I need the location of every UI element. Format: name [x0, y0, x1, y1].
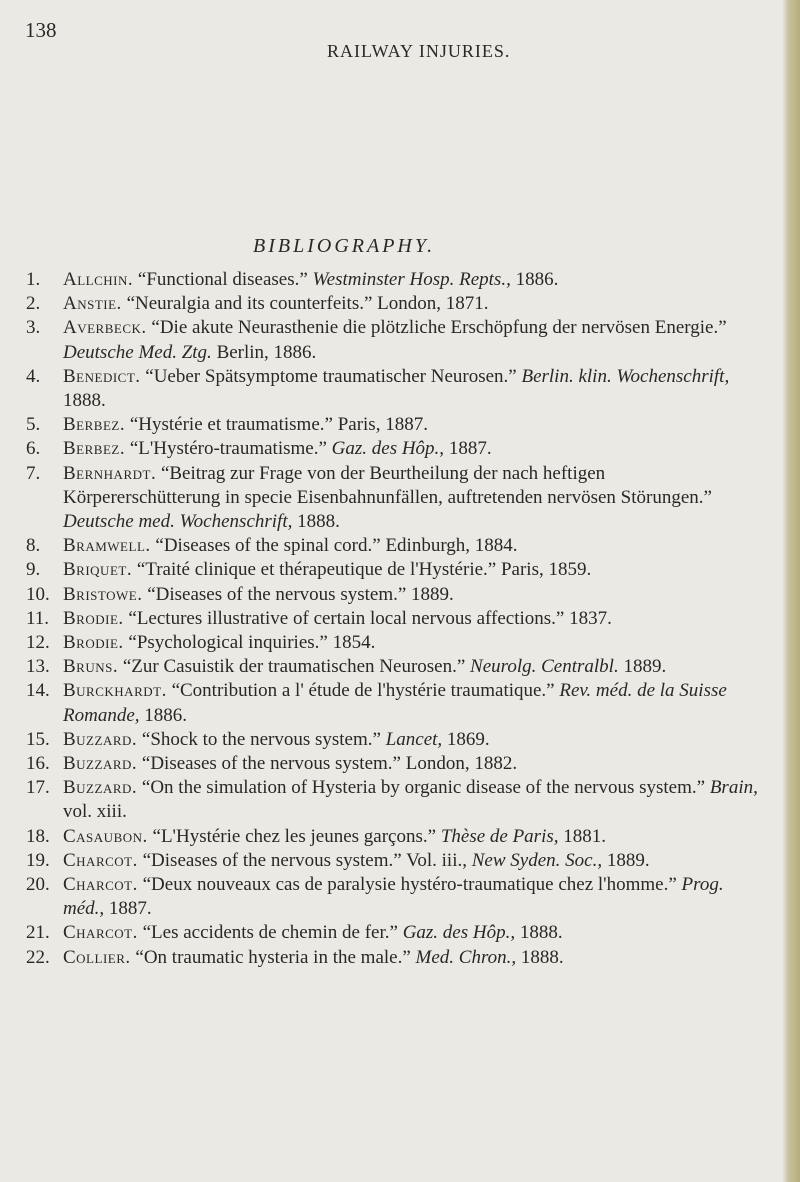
bibliography-entry	[26, 365, 766, 413]
entry-title: “Les accidents de chemin de fer.”	[142, 922, 398, 944]
section-title: BIBLIOGRAPHY.	[253, 235, 436, 257]
entry-author: Bramwell.	[63, 535, 151, 557]
bibliography-entry	[26, 268, 766, 292]
entry-title: “Diseases of the spinal cord.”	[155, 535, 381, 557]
entry-number: 19.	[26, 849, 50, 871]
bibliography-entry	[26, 583, 766, 607]
entry-author: Charcot.	[63, 922, 138, 944]
entry-title: “Hystérie et traumatisme.”	[129, 414, 333, 436]
bibliography-entry	[26, 462, 766, 535]
entry-title: “Diseases of the nervous system.”	[141, 753, 401, 775]
bibliography-entry	[26, 728, 766, 752]
entry-title: “Shock to the nervous system.”	[141, 728, 381, 750]
entry-details: 1837.	[569, 607, 612, 629]
entry-title: “On traumatic hysteria in the male.”	[135, 946, 411, 968]
entry-title: “Psychological inquiries.”	[128, 632, 328, 654]
entry-details: Berlin, 1886.	[216, 341, 317, 363]
entry-title: “On the simulation of Hysteria by organic disease of the nervous system.”	[141, 777, 706, 799]
entry-details: London, 1882.	[405, 753, 518, 775]
entry-journal: Gaz. des Hôp.,	[331, 438, 445, 460]
entry-author: Allchin.	[63, 269, 134, 290]
entry-details: 1886.	[515, 269, 559, 290]
entry-title: “L'Hystéro-traumatisme.”	[129, 438, 327, 460]
entry-journal: Westminster Hosp. Repts.,	[312, 269, 511, 290]
entry-number: 18.	[26, 825, 50, 847]
entry-number: 4.	[26, 365, 41, 387]
entry-details: 1889.	[411, 583, 454, 605]
entry-author: Bruns.	[63, 656, 119, 678]
entry-author: Berbez.	[63, 414, 126, 436]
entry-title: “Zur Casuistik der traumatischen Neurosen.”	[122, 656, 466, 678]
entry-title: “Diseases of the nervous system.” Vol. iii.,	[142, 849, 467, 871]
entry-title: “Deux nouveaux cas de paralysie hystéro-traumatique chez l'homme.”	[142, 874, 677, 896]
bibliography-entry	[26, 776, 766, 824]
bibliography-entry	[26, 631, 766, 655]
entry-author: Buzzard.	[63, 753, 138, 775]
page-number: 138	[25, 18, 57, 42]
entry-author: Bristowe.	[63, 583, 143, 605]
entry-title: “Ueber Spätsymptome traumatischer Neurosen.”	[145, 365, 517, 387]
entry-title: “Beitrag zur Frage von der Beurtheilung der nach heftigen Körpererschütterung in specie Eisenbahnunfällen, auftretenden nervösen Störungen.”	[63, 462, 712, 508]
entry-author: Charcot.	[63, 849, 138, 871]
entry-number: 2.	[26, 293, 41, 315]
entry-number: 7.	[26, 462, 41, 484]
bibliography-entry	[26, 679, 766, 727]
entry-details: 1889.	[606, 849, 650, 871]
entry-title: “Neuralgia and its counterfeits.”	[126, 293, 373, 315]
entry-number: 20.	[26, 874, 50, 896]
entry-details: 1869.	[446, 728, 490, 750]
bibliography-entry	[26, 849, 766, 873]
bibliography-entry	[26, 873, 766, 921]
entry-details: London, 1871.	[377, 293, 489, 315]
entry-journal: Prog. méd.,	[63, 874, 724, 920]
entry-details: 1889.	[623, 656, 667, 678]
entry-title: “L'Hystérie chez les jeunes garçons.”	[152, 825, 437, 847]
entry-number: 9.	[26, 559, 41, 581]
entry-author: Brodie.	[63, 607, 124, 629]
entry-journal: Brain,	[709, 777, 758, 799]
entry-journal: Thèse de Paris,	[440, 825, 559, 847]
entry-journal: Lancet,	[385, 728, 443, 750]
entry-journal: Deutsche med. Wochenschrift,	[63, 511, 293, 533]
entry-details: 1888.	[519, 922, 563, 944]
entry-journal: Berlin. klin. Wochenschrift,	[521, 365, 730, 387]
entry-journal: Med. Chron.,	[415, 946, 517, 968]
entry-details: Paris, 1859.	[500, 559, 592, 581]
entry-number: 5.	[26, 414, 41, 436]
entry-title: “Traité clinique et thérapeutique de l'Hystérie.”	[136, 559, 497, 581]
entry-details: 1888.	[520, 946, 564, 968]
entry-author: Burckhardt.	[63, 680, 167, 702]
entry-author: Berbez.	[63, 438, 126, 460]
entry-author: Benedict.	[63, 365, 141, 387]
entry-details: 1881.	[563, 825, 606, 847]
entry-author: Bernhardt.	[63, 462, 157, 484]
entry-number: 6.	[26, 438, 41, 460]
entry-journal: Neurolg. Centralbl.	[470, 656, 619, 678]
entry-journal: Rev. méd. de la Suisse Romande,	[63, 680, 727, 726]
entry-details: 1886.	[144, 704, 188, 726]
entry-author: Brodie.	[63, 632, 124, 654]
entry-number: 14.	[26, 680, 50, 702]
entry-number: 1.	[26, 269, 41, 290]
entry-number: 8.	[26, 535, 41, 557]
entry-details: 1888.	[63, 390, 106, 412]
bibliography-entry	[26, 921, 766, 945]
entry-number: 11.	[26, 607, 50, 629]
entry-author: Charcot.	[63, 874, 138, 896]
bibliography-entry	[26, 437, 766, 461]
entry-details: Edinburgh, 1884.	[385, 535, 518, 557]
running-head: RAILWAY INJURIES.	[327, 41, 511, 61]
bibliography-list	[26, 268, 766, 970]
entry-title: “Diseases of the nervous system.”	[147, 583, 407, 605]
entry-author: Casaubon.	[63, 825, 148, 847]
bibliography-entry	[26, 413, 766, 437]
entry-number: 12.	[26, 632, 50, 654]
entry-number: 15.	[26, 728, 50, 750]
entry-details: 1854.	[332, 632, 376, 654]
entry-author: Briquet.	[63, 559, 133, 581]
entry-author: Anstie.	[63, 293, 122, 315]
entry-number: 22.	[26, 946, 50, 968]
entry-details: 1887.	[448, 438, 492, 460]
entry-number: 13.	[26, 656, 50, 678]
bibliography-entry	[26, 607, 766, 631]
entry-author: Buzzard.	[63, 728, 138, 750]
entry-details: 1887.	[108, 898, 152, 920]
entry-title: “Contribution a l' étude de l'hystérie traumatique.”	[171, 680, 555, 702]
entry-author: Buzzard.	[63, 777, 138, 799]
bibliography-entry	[26, 292, 766, 316]
entry-details: 1888.	[297, 511, 340, 533]
entry-number: 21.	[26, 922, 50, 944]
entry-title: “Die akute Neurasthenie die plötzliche Erschöpfung der nervösen Energie.”	[151, 317, 727, 339]
entry-author: Collier.	[63, 946, 131, 968]
entry-details: Paris, 1887.	[337, 414, 428, 436]
entry-number: 10.	[26, 583, 50, 605]
entry-journal: New Syden. Soc.,	[471, 849, 603, 871]
page-edge	[782, 0, 800, 1182]
entry-author: Averbeck.	[63, 317, 147, 339]
bibliography-entry	[26, 946, 766, 970]
entry-journal: Deutsche Med. Ztg.	[63, 341, 212, 363]
bibliography-entry	[26, 655, 766, 679]
bibliography-entry	[26, 534, 766, 558]
entry-number: 17.	[26, 777, 50, 799]
bibliography-entry	[26, 752, 766, 776]
bibliography-entry	[26, 558, 766, 582]
entry-journal: Gaz. des Hôp.,	[402, 922, 516, 944]
entry-details: vol. xiii.	[63, 801, 127, 823]
entry-title: “Functional diseases.”	[137, 269, 308, 290]
bibliography-entry	[26, 825, 766, 849]
entry-title: “Lectures illustrative of certain local nervous affections.”	[128, 607, 565, 629]
bibliography-entry	[26, 316, 766, 364]
entry-number: 16.	[26, 753, 50, 775]
entry-number: 3.	[26, 317, 41, 339]
